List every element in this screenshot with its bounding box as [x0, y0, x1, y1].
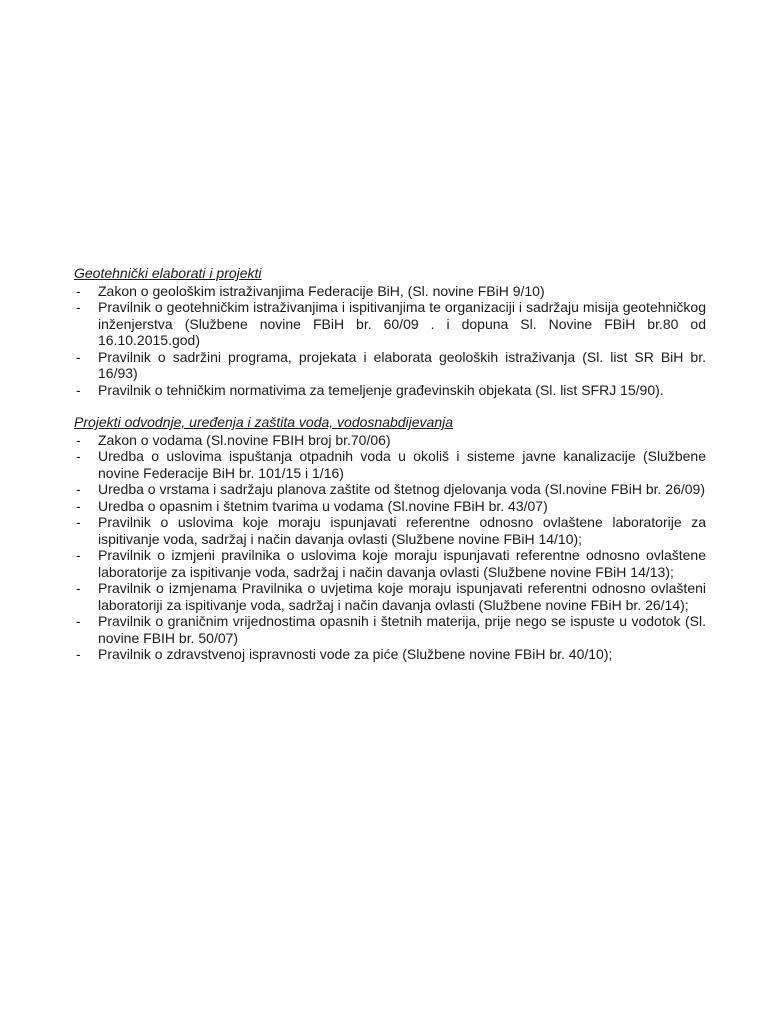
- list-item: [74, 646, 706, 663]
- list-item: [74, 498, 706, 515]
- dash-bullet: -: [76, 481, 81, 497]
- list-item: [74, 613, 706, 646]
- section-water: [74, 414, 706, 663]
- list-item: [74, 349, 706, 382]
- dash-bullet: -: [76, 431, 81, 448]
- list-item: [74, 448, 706, 481]
- document-page: [74, 265, 706, 663]
- dash-bullet: -: [76, 497, 81, 514]
- section-geotechnical: [74, 265, 706, 398]
- dash-bullet: -: [76, 282, 81, 299]
- dash-bullet: -: [76, 514, 81, 530]
- dash-bullet: -: [76, 348, 81, 365]
- list-item-text: Pravilnik o graničnim vrijednostima opasnih i štetnih materija, prije nego se ispuste u vodotok (Sl. novine FBIH br. 50/07): [98, 613, 706, 646]
- list-item-text: Uredba o uslovima ispuštanja otpadnih voda u okoliš i sisteme javne kanalizacije (Službene novine Federacije BiH br. 101/15 i 1/16): [98, 448, 706, 481]
- list-item: [74, 382, 706, 399]
- dash-bullet: -: [76, 547, 81, 563]
- list-item: [74, 547, 706, 580]
- dash-bullet: -: [76, 381, 81, 398]
- dash-bullet: -: [76, 613, 81, 629]
- list-item: [74, 432, 706, 449]
- list-item-text: Pravilnik o geotehničkim istraživanjima i ispitivanjima te organizaciji i sadržaju misija geotehničkog inženjerstva (Službene novine FBiH br. 60/09 . i dopuna Sl. Novine FBiH br.80 od 16.10.2015.god): [98, 299, 706, 348]
- list-item: [74, 580, 706, 613]
- dash-bullet: -: [76, 448, 81, 464]
- list-item: [74, 299, 706, 349]
- section-title: Projekti odvodnje, uređenja i zaštita voda, vodosnabdijevanja: [74, 414, 454, 430]
- list-item: [74, 481, 706, 498]
- dash-bullet: -: [76, 299, 81, 315]
- list-item-text: Pravilnik o izmjeni pravilnika o uslovima koje moraju ispunjavati referentne odnosno ovlaštene laboratorije za ispitivanje voda, sadržaj i način davanja ovlasti (Službene novine FBiH 14/13);: [98, 547, 706, 580]
- dash-bullet: -: [76, 646, 81, 662]
- regulation-list: [74, 432, 706, 663]
- list-item-text: Pravilnik o zdravstvenoj ispravnosti vode za piće (Službene novine FBiH br. 40/10);: [98, 646, 613, 662]
- list-item-text: Uredba o opasnim i štetnim tvarima u vodama (Sl.novine FBiH br. 43/07): [98, 497, 548, 514]
- list-item-text: Pravilnik o tehničkim normativima za temeljenje građevinskih objekata (Sl. list SFRJ 15/90).: [98, 381, 664, 398]
- list-item-text: Pravilnik o uslovima koje moraju ispunjavati referentne odnosno ovlaštene laboratorije za ispitivanje voda, sadržaj i način davanja ovlasti (Službene novine FBiH 14/10);: [98, 514, 706, 547]
- dash-bullet: -: [76, 580, 81, 596]
- list-item-text: Zakon o geološkim istraživanjima Federacije BiH, (Sl. novine FBiH 9/10): [98, 282, 545, 299]
- section-title: Geotehnički elaborati i projekti: [74, 265, 262, 281]
- list-item-text: Pravilnik o izmjenama Pravilnika o uvjetima koje moraju ispunjavati referentni odnosno ovlašteni laboratoriji za ispitivanje voda, sadržaj i način davanja ovlasti (Službene novine FBiH br. 26/14);: [98, 580, 706, 613]
- list-item-text: Zakon o vodama (Sl.novine FBIH broj br.70/06): [98, 431, 391, 448]
- list-item: [74, 514, 706, 547]
- list-item-text: Pravilnik o sadržini programa, projekata i elaborata geoloških istraživanja (Sl. list SR BiH br. 16/93): [98, 348, 706, 381]
- list-item-text: Uredba o vrstama i sadržaju planova zaštite od štetnog djelovanja voda (Sl.novine FBiH br. 26/09): [98, 481, 706, 497]
- list-item: [74, 283, 706, 300]
- regulation-list: [74, 283, 706, 399]
